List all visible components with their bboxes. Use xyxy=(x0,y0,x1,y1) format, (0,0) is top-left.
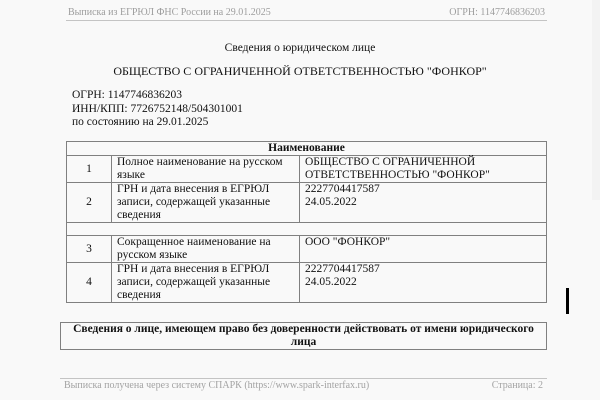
running-header xyxy=(66,6,547,21)
row-value xyxy=(300,156,547,183)
row-label: ГРН и дата внесения в ЕГРЮЛ записи, содержащей указанные сведения xyxy=(112,183,300,223)
row-value xyxy=(300,183,547,223)
value-line: ООО "ФОНКОР" xyxy=(305,236,391,248)
header-ogrn: ОГРН: 1147746836203 xyxy=(449,7,545,18)
table-row xyxy=(67,236,547,263)
date-value: 24.05.2022 xyxy=(305,276,357,288)
value-line: ОБЩЕСТВО С ОГРАНИЧЕННОЙ xyxy=(305,156,476,168)
value-line: ОТВЕТСТВЕННОСТЬЮ "ФОНКОР" xyxy=(305,169,490,181)
next-section-heading: Сведения о лице, имеющем право без доверенности действовать от имени юридического лица xyxy=(60,322,547,350)
scrollbar-track[interactable] xyxy=(592,0,600,200)
ogrn-line: ОГРН: 1147746836203 xyxy=(72,89,183,101)
footer-page-number: Страница: 2 xyxy=(491,380,543,391)
names-table xyxy=(66,141,547,303)
company-meta xyxy=(72,89,243,130)
text-cursor xyxy=(566,288,569,314)
spacer-cell xyxy=(67,223,547,236)
grn-value: 2227704417587 xyxy=(305,263,380,275)
running-footer xyxy=(60,378,547,393)
company-name-title: ОБЩЕСТВО С ОГРАНИЧЕННОЙ ОТВЕТСТВЕННОСТЬЮ "ФОНКОР" xyxy=(113,64,487,78)
header-extract-title: Выписка из ЕГРЮЛ ФНС России на 29.01.2025 xyxy=(68,7,271,18)
inn-kpp-line: ИНН/КПП: 7726752148/504301001 xyxy=(72,102,243,115)
row-number: 2 xyxy=(67,183,112,223)
row-label: Сокращенное наименование на русском языке xyxy=(112,236,300,263)
table-row xyxy=(67,263,547,303)
row-number: 1 xyxy=(67,156,112,183)
row-value xyxy=(300,263,547,303)
footer-source: Выписка получена через систему СПАРК (https://www.spark-interfax.ru) xyxy=(64,380,370,391)
table-row xyxy=(67,156,547,183)
table-heading: Наименование xyxy=(67,142,547,156)
row-number: 3 xyxy=(67,236,112,263)
as-of-line: по состоянию на 29.01.2025 xyxy=(72,116,209,128)
row-number: 4 xyxy=(67,263,112,303)
row-label: ГРН и дата внесения в ЕГРЮЛ записи, содержащей указанные сведения xyxy=(112,263,300,303)
section-title: Сведения о юридическом лице xyxy=(224,42,376,54)
grn-value: 2227704417587 xyxy=(305,183,380,195)
row-value xyxy=(300,236,547,263)
date-value: 24.05.2022 xyxy=(305,196,357,208)
table-row xyxy=(67,183,547,223)
table-heading-row xyxy=(67,142,547,156)
spacer-row xyxy=(67,223,547,236)
row-label: Полное наименование на русском языке xyxy=(112,156,300,183)
